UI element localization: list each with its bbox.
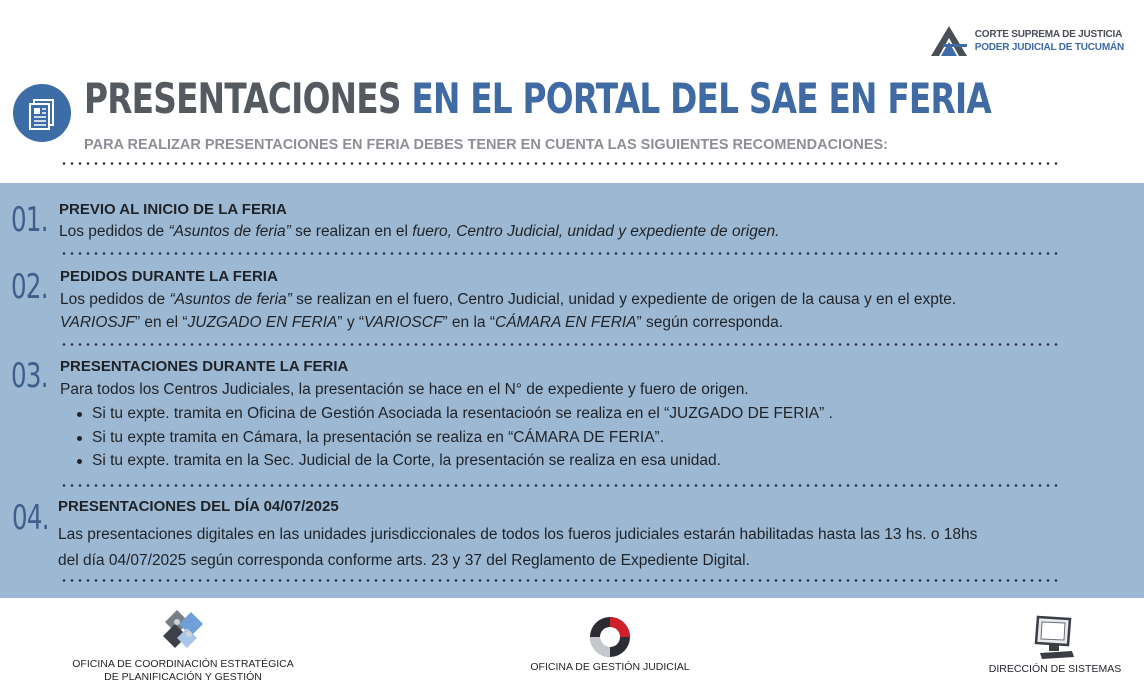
list-item: Si tu expte. tramita en Oficina de Gestión Asociada la resentacioón se realiza en el “JUZGADO DE FERIA” . [74,402,833,426]
section-text-04-line2: del día 04/07/2025 según corresponda conforme arts. 23 y 37 del Reglamento de Expediente Digital. [58,552,750,569]
section-text-02-line1: Los pedidos de “Asuntos de feria” se realizan en el fuero, Centro Judicial, unidad y expediente de origen de la causa y en el expte. [60,291,957,308]
section-number-03: 03. [11,356,48,396]
section-text-02-line2: VARIOSJF” en el “JUZGADO EN FERIA” y “VARIOSCF” en la “CÁMARA EN FERIA” según corresponda. [60,314,784,331]
list-item: Si tu expte tramita en Cámara, la presentación se realiza en “CÁMARA DE FERIA”. [74,426,833,450]
footer-left-line1: OFICINA DE COORDINACIÓN ESTRATÉGICA [72,658,294,670]
section-title-01: PREVIO AL INICIO DE LA FERIA [59,201,287,218]
logo-line-1: CORTE SUPREMA DE JUSTICIA [974,29,1123,40]
divider-dots [60,343,1060,346]
document-icon [13,84,71,142]
footer-left-line2: DE PLANIFICACIÓN Y GESTIÓN [104,671,262,683]
section-text-04 [58,522,977,574]
title-blue-part: EN EL PORTAL DEL SAE EN FERIA [411,74,991,123]
footer-right-label: DIRECCIÓN DE SISTEMAS [988,663,1122,675]
page-title [84,74,991,123]
section-title-02: PEDIDOS DURANTE LA FERIA [60,268,278,285]
section-title-04: PRESENTACIONES DEL DÍA 04/07/2025 [58,498,339,515]
list-item: Si tu expte. tramita en la Sec. Judicial de la Corte, la presentación se realiza en esa unidad. [74,449,833,473]
section-number-01: 01. [11,200,48,240]
section-03-bullet-list [74,402,833,473]
divider-dots [60,162,1060,165]
page-subtitle: PARA REALIZAR PRESENTACIONES EN FERIA DEBES TENER EN CUENTA LAS SIGUIENTES RECOMENDACIONES: [84,137,889,153]
section-number-02: 02. [11,267,48,307]
footer-center-label: OFICINA DE GESTIÓN JUDICIAL [530,661,690,673]
divider-dots [60,579,1060,582]
logo-line-2: PODER JUDICIAL DE TUCUMÁN [974,42,1124,53]
institution-logo [929,24,1124,58]
court-emblem-icon [929,24,969,58]
footer-systems [980,613,1130,676]
title-dark-part: PRESENTACIONES [84,74,401,123]
section-text-04-line1: Las presentaciones digitales en las unidades jurisdiccionales de todos los fueros judiciales estarán habilitadas hasta las 13 hs. o 18hs [58,526,978,543]
footer-office-planning [60,604,306,684]
divider-dots [60,252,1060,255]
section-number-04: 04. [12,498,49,538]
circle-logo-icon [510,615,710,659]
section-title-03: PRESENTACIONES DURANTE LA FERIA [60,358,349,375]
computer-monitor-icon [980,613,1130,661]
section-text-03: Para todos los Centros Judiciales, la presentación se hace en el N° de expediente y fuero de origen. [60,381,749,398]
divider-dots [60,484,1060,487]
puzzle-pieces-icon [60,604,306,654]
footer-office-judicial [510,615,710,674]
section-text-01: Los pedidos de “Asuntos de feria” se realizan en el fuero, Centro Judicial, unidad y expediente de origen. [59,223,780,240]
